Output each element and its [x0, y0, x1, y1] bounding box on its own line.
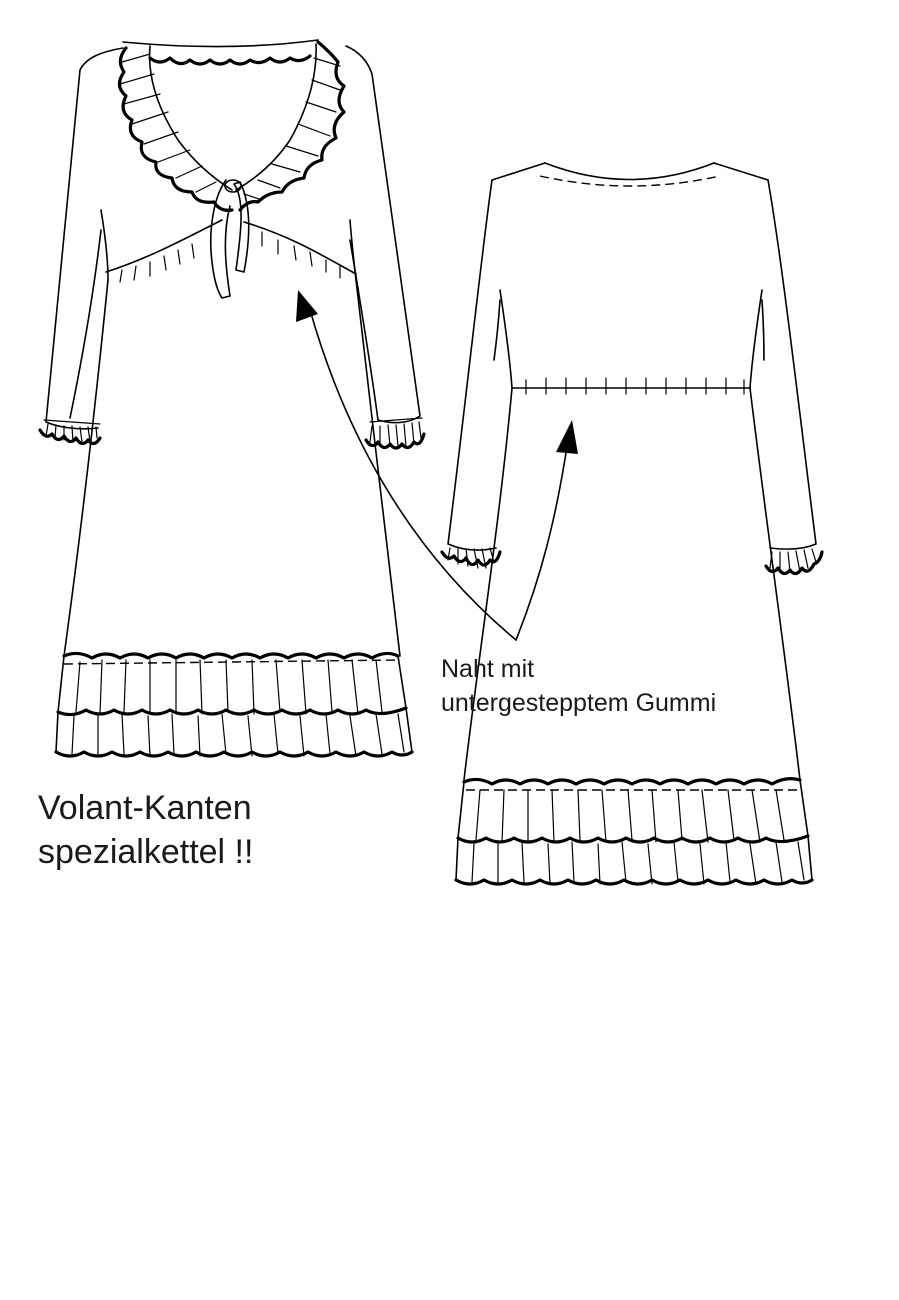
arrowhead-back [556, 420, 578, 454]
front-neck-tie [211, 180, 249, 298]
front-hem-ruffle-top [64, 653, 398, 658]
back-hem-ruffle-top [464, 779, 800, 784]
arrowhead-front [296, 290, 318, 322]
front-view [40, 40, 424, 756]
front-neck-ruffle-left [119, 48, 232, 210]
seam-note-line-1: Naht mit [441, 655, 535, 683]
back-skirt-outline [464, 388, 800, 780]
back-hem-ruffle-bottom [456, 880, 812, 884]
front-neck-ruffle-right [240, 42, 344, 210]
front-right-sleeve [346, 46, 420, 423]
back-left-sleeve [448, 180, 500, 550]
hem-note [38, 786, 253, 874]
seam-note-line-2: untergestepptem Gummi [441, 689, 717, 717]
hem-note-line-1: Volant-Kanten [38, 789, 252, 827]
callout-line-back [516, 440, 568, 640]
seam-note [441, 652, 716, 720]
back-right-sleeve [762, 180, 816, 549]
front-hem-ruffle-bottom [56, 752, 412, 756]
back-view [442, 163, 822, 884]
front-left-sleeve [46, 48, 123, 429]
front-skirt-outline [64, 280, 400, 656]
hem-note-line-2: spezialkettel !! [38, 833, 254, 871]
seam-callout-arrows [296, 290, 578, 640]
front-empire-seam [106, 220, 356, 274]
callout-line-front [310, 310, 516, 640]
